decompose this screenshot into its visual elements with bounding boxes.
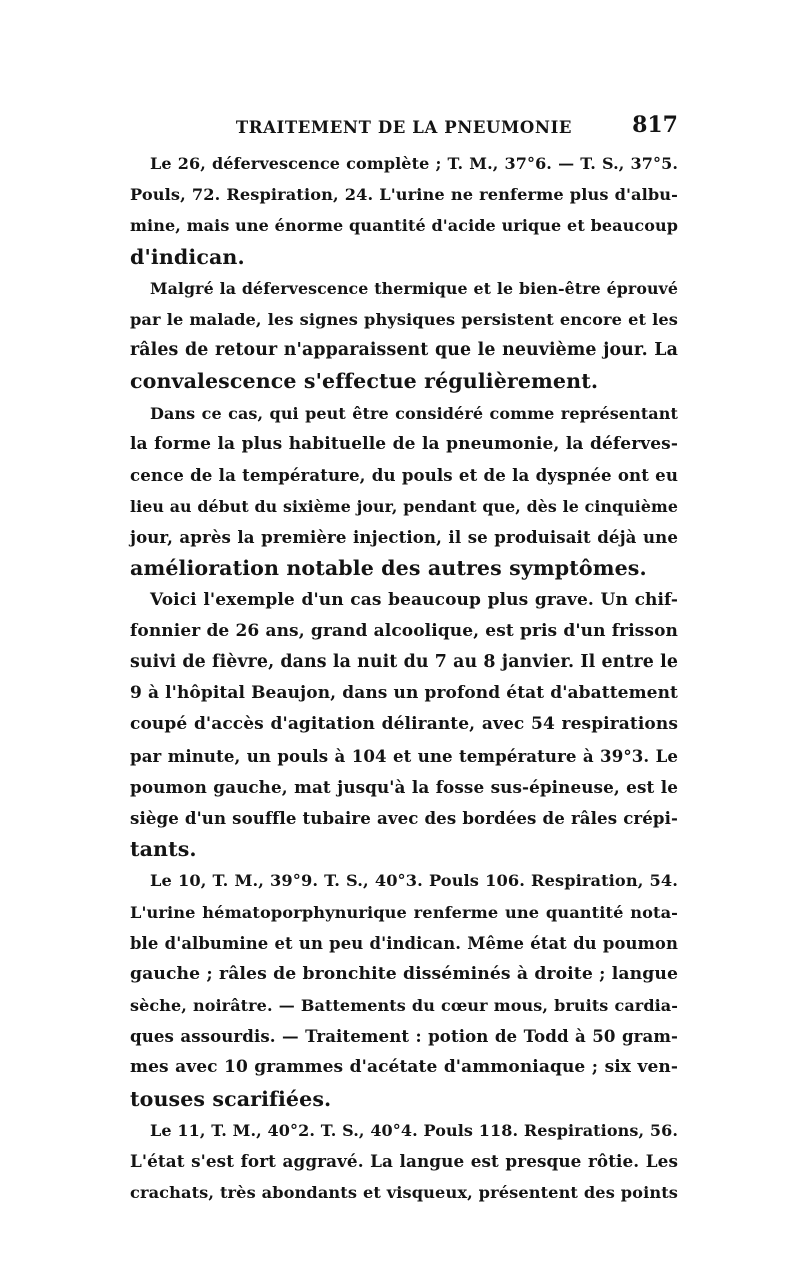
text-line: L'état s'est fort aggravé. La langue est presque rôtie. Les	[130, 1151, 678, 1171]
text-line: poumon gauche, mat jusqu'à la fosse sus-épineuse, est le	[130, 776, 678, 797]
text-line: amélioration notable des autres symptômes.	[130, 556, 647, 581]
text-line: ble d'albumine et un peu d'indican. Même état du poumon	[130, 933, 678, 953]
text-line: Voici l'exemple d'un cas beaucoup plus grave. Un chif-	[150, 589, 678, 610]
text-line: sèche, noirâtre. — Battements du cœur mous, bruits cardia-	[130, 996, 678, 1016]
text-line: la forme la plus habituelle de la pneumonie, la déferves-	[130, 433, 678, 454]
text-line: lieu au début du sixième jour, pendant que, dès le cinquième	[130, 497, 678, 517]
text-line: touses scarifiées.	[130, 1086, 332, 1111]
text-line: 9 à l'hôpital Beaujon, dans un profond état d'abattement	[130, 683, 678, 704]
text-line: fonnier de 26 ans, grand alcoolique, est pris d'un frisson	[130, 620, 678, 641]
text-line: par minute, un pouls à 104 et une température à 39°3. Le	[130, 745, 678, 766]
text-line: cence de la température, du pouls et de la dyspnée ont eu	[130, 464, 678, 485]
text-line: Le 26, défervescence complète ; T. M., 37°6. — T. S., 37°5.	[150, 154, 678, 173]
text-line: mine, mais une énorme quantité d'acide urique et beaucoup	[130, 216, 678, 236]
text-line: siège d'un souffle tubaire avec des bordées de râles crépi-	[130, 807, 678, 828]
running-header	[130, 108, 678, 144]
text-line: râles de retour n'apparaissent que le neuvième jour. La	[130, 340, 678, 361]
text-line: Dans ce cas, qui peut être considéré comme représentant	[150, 403, 678, 423]
text-line: coupé d'accès d'agitation délirante, avec 54 respirations	[130, 714, 678, 735]
text-line: mes avec 10 grammes d'acétate d'ammoniaque ; six ven-	[130, 1057, 678, 1078]
text-line: suivi de fièvre, dans la nuit du 7 au 8 janvier. Il entre le	[130, 652, 678, 672]
text-line: Malgré la défervescence thermique et le bien-être éprouvé	[150, 278, 678, 298]
running-title: TRAITEMENT DE LA PNEUMONIE	[235, 118, 573, 137]
text-line: ques assourdis. — Traitement : potion de Todd à 50 gram-	[130, 1026, 678, 1047]
page-number: 817	[632, 112, 678, 138]
text-line: jour, après la première injection, il se produisait déjà une	[130, 527, 678, 548]
text-line: d'indican.	[130, 244, 245, 269]
text-line: Le 11, T. M., 40°2. T. S., 40°4. Pouls 118. Respirations, 56.	[150, 1120, 678, 1140]
text-line: convalescence s'effectue régulièrement.	[130, 369, 599, 394]
text-line: crachats, très abondants et visqueux, présentent des points	[130, 1183, 678, 1203]
text-line: par le malade, les signes physiques persistent encore et les	[130, 309, 678, 329]
text-line: Le 10, T. M., 39°9. T. S., 40°3. Pouls 106. Respiration, 54.	[150, 871, 678, 891]
text-line: gauche ; râles de bronchite disséminés à droite ; langue	[130, 963, 678, 984]
text-line: Pouls, 72. Respiration, 24. L'urine ne renferme plus d'albu-	[130, 185, 678, 205]
body-text	[130, 148, 678, 1208]
text-line: tants.	[130, 837, 197, 862]
text-line: L'urine hématoporphynurique renferme une quantité nota-	[130, 902, 678, 922]
